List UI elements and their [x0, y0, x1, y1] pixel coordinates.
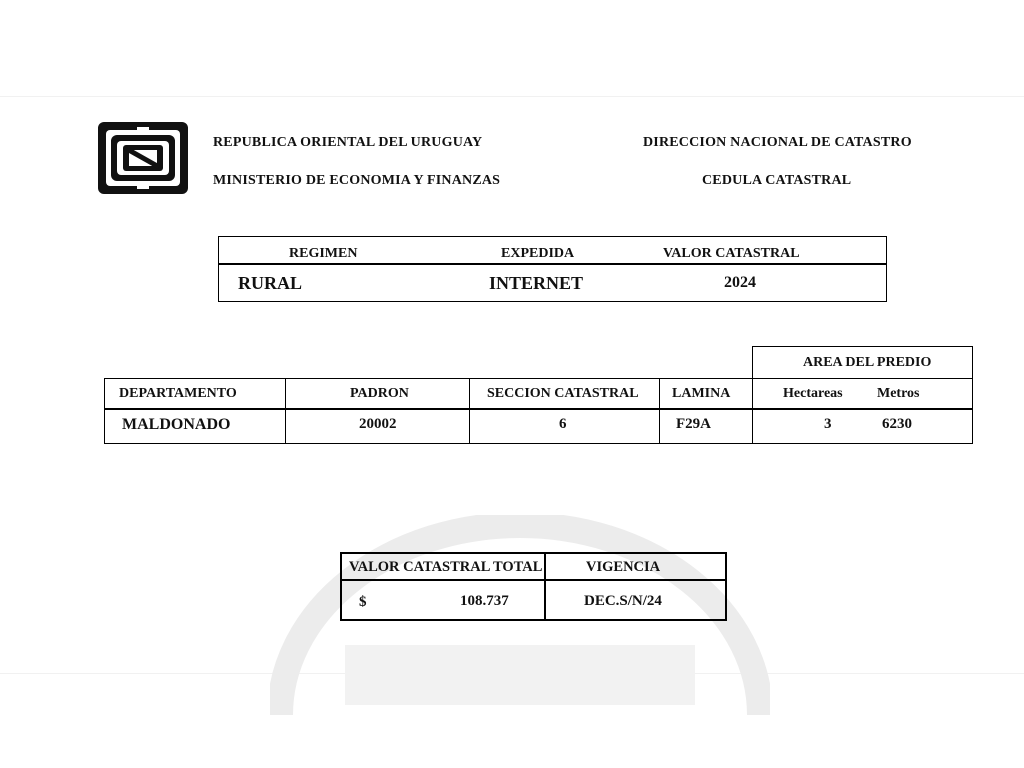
valor-catastral-header: VALOR CATASTRAL: [663, 246, 800, 261]
metros-value: 6230: [882, 416, 912, 432]
metros-header: Metros: [877, 386, 920, 401]
hectareas-header: Hectareas: [783, 386, 843, 401]
area-predio-title: AREA DEL PREDIO: [803, 355, 932, 370]
padron-header: PADRON: [350, 386, 409, 401]
seccion-catastral-value: 6: [559, 416, 567, 432]
regimen-value: RURAL: [238, 273, 303, 293]
header-ministerio: MINISTERIO DE ECONOMIA Y FINANZAS: [213, 173, 501, 188]
padron-value: 20002: [359, 416, 397, 432]
valor-total-value: 108.737: [460, 593, 509, 609]
catastro-logo-icon: [97, 121, 189, 195]
hectareas-value: 3: [824, 416, 832, 432]
departamento-value: MALDONADO: [122, 416, 231, 433]
departamento-header: DEPARTAMENTO: [119, 386, 237, 401]
expedida-value: INTERNET: [489, 273, 584, 293]
regimen-header: REGIMEN: [289, 246, 358, 261]
expedida-header: EXPEDIDA: [501, 246, 575, 261]
header-cedula: CEDULA CATASTRAL: [702, 173, 852, 188]
lamina-value: F29A: [676, 416, 711, 432]
lamina-header: LAMINA: [672, 386, 731, 401]
currency-symbol: $: [359, 594, 367, 610]
header-direccion: DIRECCION NACIONAL DE CATASTRO: [643, 135, 912, 150]
valor-catastral-value: 2024: [724, 274, 756, 291]
watermark-seal-icon: [270, 515, 770, 715]
vigencia-header: VIGENCIA: [586, 559, 661, 575]
seccion-catastral-header: SECCION CATASTRAL: [487, 386, 639, 401]
vigencia-value: DEC.S/N/24: [584, 593, 662, 609]
valor-total-header: VALOR CATASTRAL TOTAL: [349, 559, 543, 575]
header-republica: REPUBLICA ORIENTAL DEL URUGUAY: [213, 135, 483, 150]
